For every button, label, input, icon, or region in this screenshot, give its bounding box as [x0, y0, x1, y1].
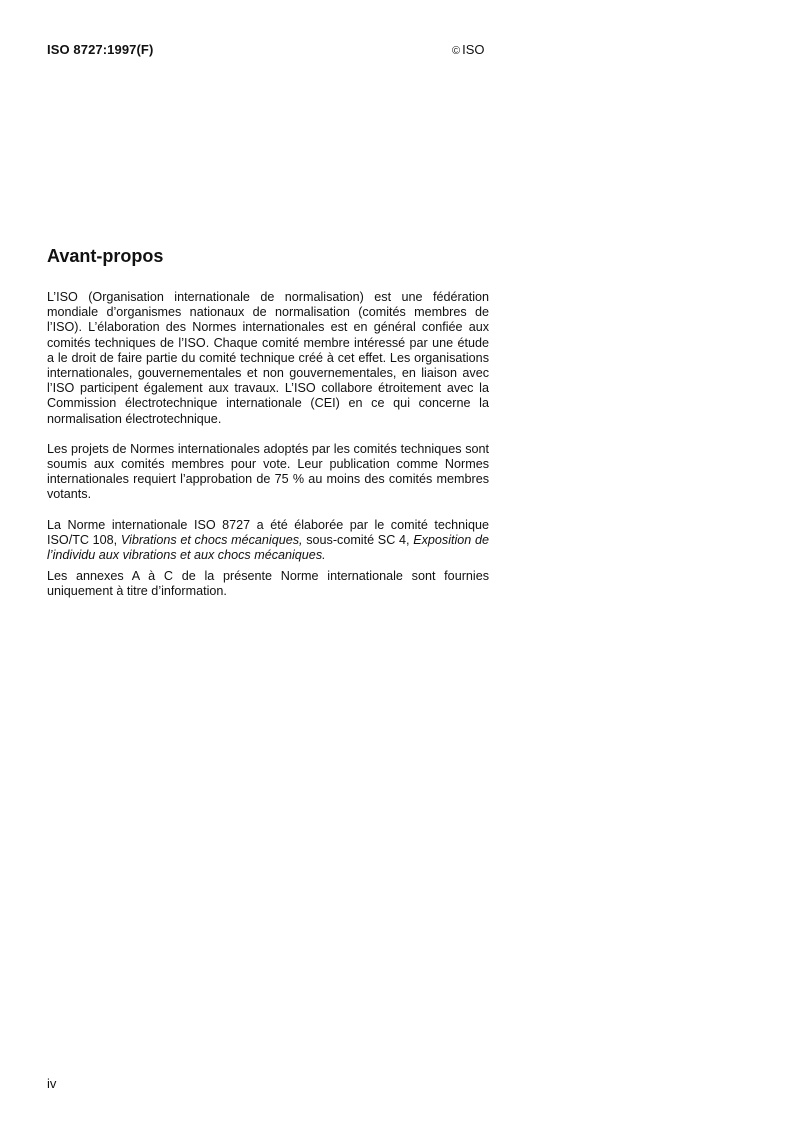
copyright-owner: ISO	[462, 42, 485, 57]
committee-text-part1: La Norme internationale ISO 8727 a été élaborée par le comité technique ISO/TC 108,	[47, 517, 489, 547]
committee-title: Vibrations et chocs mécaniques,	[120, 532, 303, 547]
subcommittee-title: Exposition de l’individu aux vibrations et aux chocs mécaniques.	[47, 532, 489, 563]
paragraph-annexes: Les annexes A à C de la présente Norme internationale sont fournies uniquement à titre d’information.	[47, 569, 489, 599]
copyright-icon: ©	[452, 45, 461, 57]
paragraph-iso-overview: L’ISO (Organisation internationale de normalisation) est une fédération mondiale d’organismes nationaux de normalisation (comités membres de l’ISO). L’élaboration des Normes internationales est en général confiée aux comités techniques de l’ISO. Chaque comité membre intéressé par une étude a le droit de faire partie du comité technique créé à cet effet. Les organisations internationales, gouvernementales et non gouvernementales, en liaison avec l’ISO participent également aux travaux. L’ISO collabore étroitement avec la Commission électrotechnique internationale (CEI) en ce qui concerne la normalisation électrotechnique.	[47, 290, 489, 426]
copyright-notice	[452, 42, 485, 57]
document-identifier: ISO 8727:1997(F)	[47, 42, 154, 57]
paragraph-committee	[47, 518, 489, 564]
foreword-body	[47, 290, 489, 615]
committee-text-part2: sous-comité SC 4,	[302, 532, 414, 547]
paragraph-draft-standards: Les projets de Normes internationales adoptés par les comités techniques sont soumis aux comités membres pour vote. Leur publication comme Normes internationales requiert l’approbation de 75 % au moins des comités membres votants.	[47, 441, 489, 502]
page-number: iv	[47, 1076, 57, 1091]
section-title: Avant-propos	[47, 246, 164, 266]
